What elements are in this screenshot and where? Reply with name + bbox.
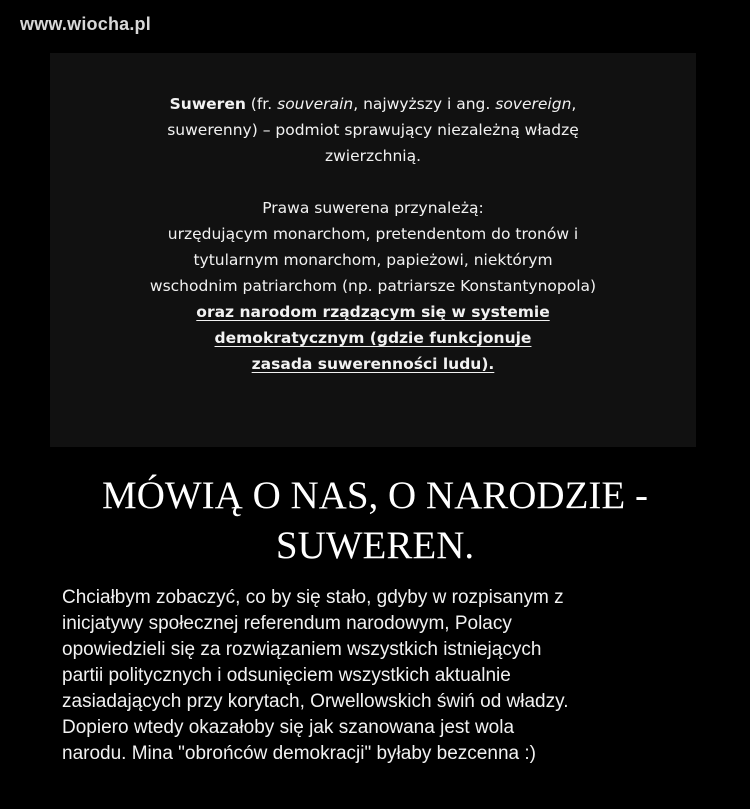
rights-line: tytularnym monarchom, papieżowi, niektórym xyxy=(193,251,553,269)
emphasis-line: zasada suwerenności ludu). xyxy=(251,355,495,373)
comment-line: narodu. Mina "obrońców demokracji" byłaby bezcenna :) xyxy=(62,743,536,764)
emphasis-line: demokratycznym (gdzie funkcjonuje xyxy=(214,329,532,347)
comment-line: inicjatywy społecznej referendum narodowym, Polacy xyxy=(62,613,512,634)
definition-text-part: (fr. xyxy=(245,95,278,113)
comment-text xyxy=(62,585,722,767)
rights-line: urzędującym monarchom, pretendentom do tronów i xyxy=(167,225,579,243)
comment-line: zasiadających przy korytach, Orwellowskich świń od władzy. xyxy=(62,691,569,712)
definition-term: Suweren xyxy=(169,95,246,113)
definition-text-part: , najwyższy i ang. xyxy=(353,95,496,113)
comment-line: Chciałbym zobaczyć, co by się stało, gdyby w rozpisanym z xyxy=(62,587,564,608)
rights-heading: Prawa suwerena przynależą: xyxy=(262,199,484,217)
definition-english-word: sovereign xyxy=(495,95,572,113)
rights-line: wschodnim patriarchom (np. patriarsze Konstantynopola) xyxy=(149,277,597,295)
definition-french-word: souverain xyxy=(277,95,354,113)
definition-line-1 xyxy=(50,91,696,117)
definition-text xyxy=(50,91,696,377)
definition-text-part: , xyxy=(571,95,577,113)
definition-line-3: zwierzchnią. xyxy=(324,147,422,165)
headline-line-2: SUWEREN. xyxy=(275,524,475,567)
headline-line-1: MÓWIĄ O NAS, O NARODZIE - xyxy=(102,474,648,517)
comment-line: Dopiero wtedy okazałoby się jak szanowana jest wola xyxy=(62,717,515,738)
definition-line-2: suwerenny) – podmiot sprawujący niezależną władzę xyxy=(167,121,579,139)
emphasis-line: oraz narodom rządzącym się w systemie xyxy=(196,303,550,321)
definition-box xyxy=(50,53,696,447)
comment-line: opowiedzieli się za rozwiązaniem wszystkich istniejących xyxy=(62,639,542,660)
headline xyxy=(0,471,750,571)
site-watermark: www.wiocha.pl xyxy=(20,14,151,34)
spacer xyxy=(50,169,696,195)
comment-line: partii politycznych i odsunięciem wszystkich aktualnie xyxy=(62,665,511,686)
